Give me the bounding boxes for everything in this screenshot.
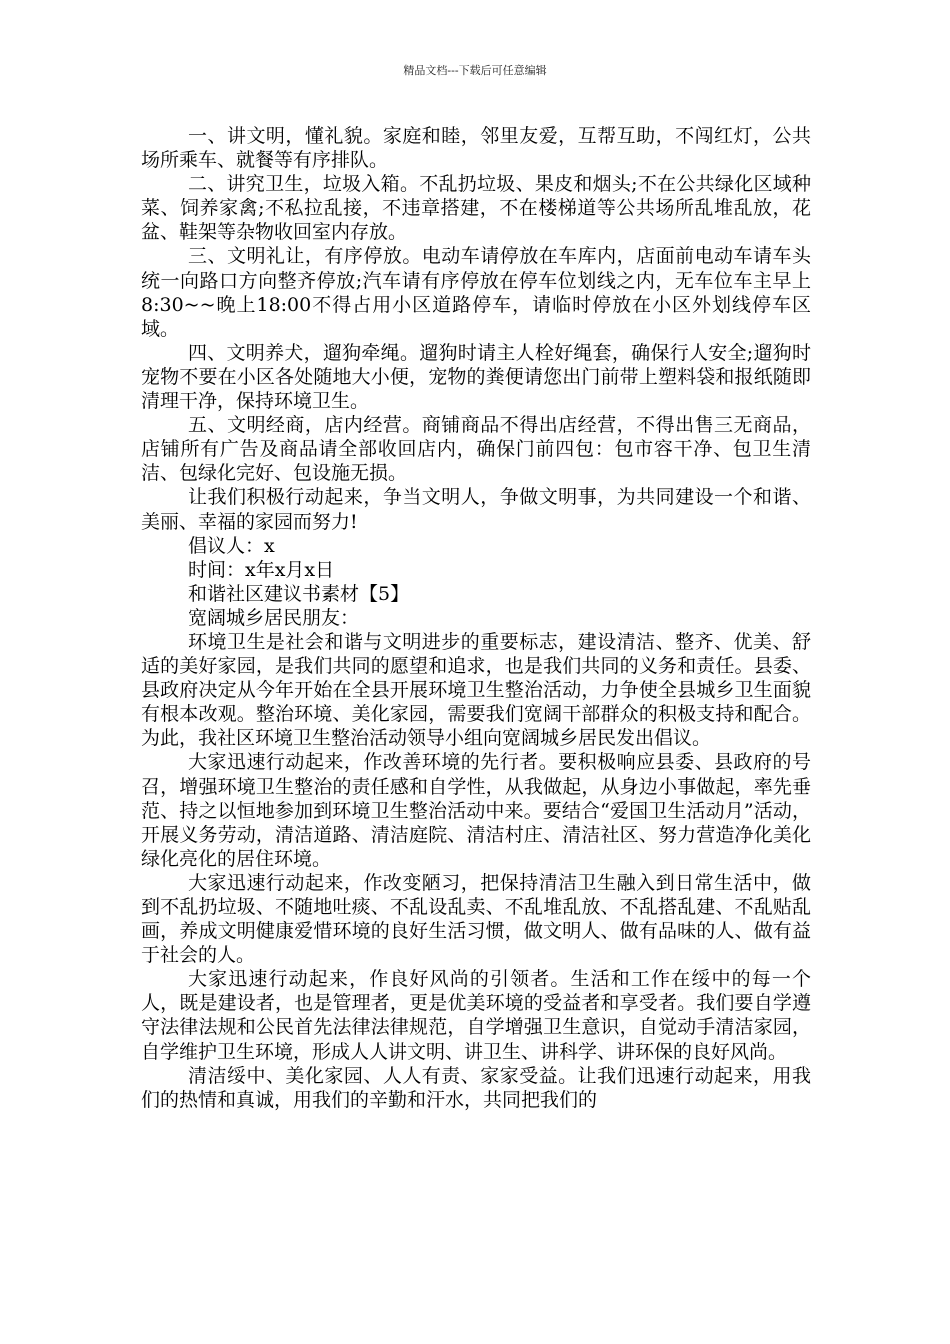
document-body [141,124,811,1112]
paragraph-10: 大家迅速行动起来，作良好风尚的引领者。生活和工作在绥中的每一个人，既是建设者，也是管理者，更是优美环境的受益者和享受者。我们要自学遵守法律法规和公民首先法律法律规范，自学增强卫生意识，自觉动手清洁家园，自学维护卫生环境，形成人人讲文明、讲卫生、讲科学、讲环保的良好风尚。 [141,968,811,1063]
paragraph-5: 五、文明经商，店内经营。商铺商品不得出店经营，不得出售三无商品，店铺所有广告及商品请全部收回店内，确保门前四包：包市容干净、包卫生清洁、包绿化完好、包设施无损。 [141,414,811,485]
section-title: 和谐社区建议书素材【5】 [188,582,410,605]
date-line: 时间：x年x月x日 [188,558,335,581]
paragraph-7: 环境卫生是社会和谐与文明进步的重要标志，建设清洁、整齐、优美、舒适的美好家园，是我们共同的愿望和追求，也是我们共同的义务和责任。县委、县政府决定从今年开始在全县开展环境卫生整治活动，力争使全县城乡卫生面貌有根本改观。整治环境、美化家园，需要我们宽阔干部群众的积极支持和配合。为此，我社区环境卫生整治活动领导小组向宽阔城乡居民发出倡议。 [141,630,811,750]
paragraph-8: 大家迅速行动起来，作改善环境的先行者。要积极响应县委、县政府的号召，增强环境卫生整治的责任感和自学性，从我做起，从身边小事做起，率先垂范、持之以恒地参加到环境卫生整治活动中来。要结合“爱国卫生活动月”活动，开展义务劳动，清洁道路、清洁庭院、清洁村庄、清洁社区、努力营造净化美化绿化亮化的居住环境。 [141,751,811,870]
paragraph-4: 四、文明养犬，遛狗牵绳。遛狗时请主人栓好绳套，确保行人安全;遛狗时宠物不要在小区各处随地大小便，宠物的粪便请您出门前带上塑料袋和报纸随即清理干净，保持环境卫生。 [141,341,811,413]
paragraph-1: 一、讲文明，懂礼貌。家庭和睦，邻里友爱，互帮互助，不闯红灯，公共场所乘车、就餐等有序排队。 [141,125,811,172]
paragraph-11: 清洁绥中、美化家园、人人有责、家家受益。让我们迅速行动起来，用我们的热情和真诚，用我们的辛勤和汗水，共同把我们的 [141,1064,811,1111]
page-header: 精品文档---下载后可任意编辑 [403,64,547,77]
paragraph-2: 二、讲究卫生，垃圾入箱。不乱扔垃圾、果皮和烟头;不在公共绿化区域种菜、饲养家禽;不私拉乱接，不违章搭建，不在楼梯道等公共场所乱堆乱放，花盆、鞋架等杂物收回室内存放。 [141,173,811,244]
salutation: 宽阔城乡居民朋友： [188,606,360,629]
paragraph-9: 大家迅速行动起来，作改变陋习，把保持清洁卫生融入到日常生活中，做到不乱扔垃圾、不随地吐痰、不乱设乱卖、不乱堆乱放、不乱搭乱建、不乱贴乱画，养成文明健康爱惜环境的良好生活习惯，做文明人、做有品味的人、做有益于社会的人。 [141,871,811,967]
initiator-line: 倡议人：x [188,534,275,557]
paragraph-6: 让我们积极行动起来，争当文明人，争做文明事，为共同建设一个和谐、美丽、幸福的家园而努力! [141,486,811,533]
paragraph-3: 三、文明礼让，有序停放。电动车请停放在车库内，店面前电动车请车头统一向路口方向整齐停放;汽车请有序停放在停车位划线之内，无车位车主早上8:30~~晚上18:00不得占用小区道路停车，请临时停放在小区外划线停车区域。 [141,245,811,340]
